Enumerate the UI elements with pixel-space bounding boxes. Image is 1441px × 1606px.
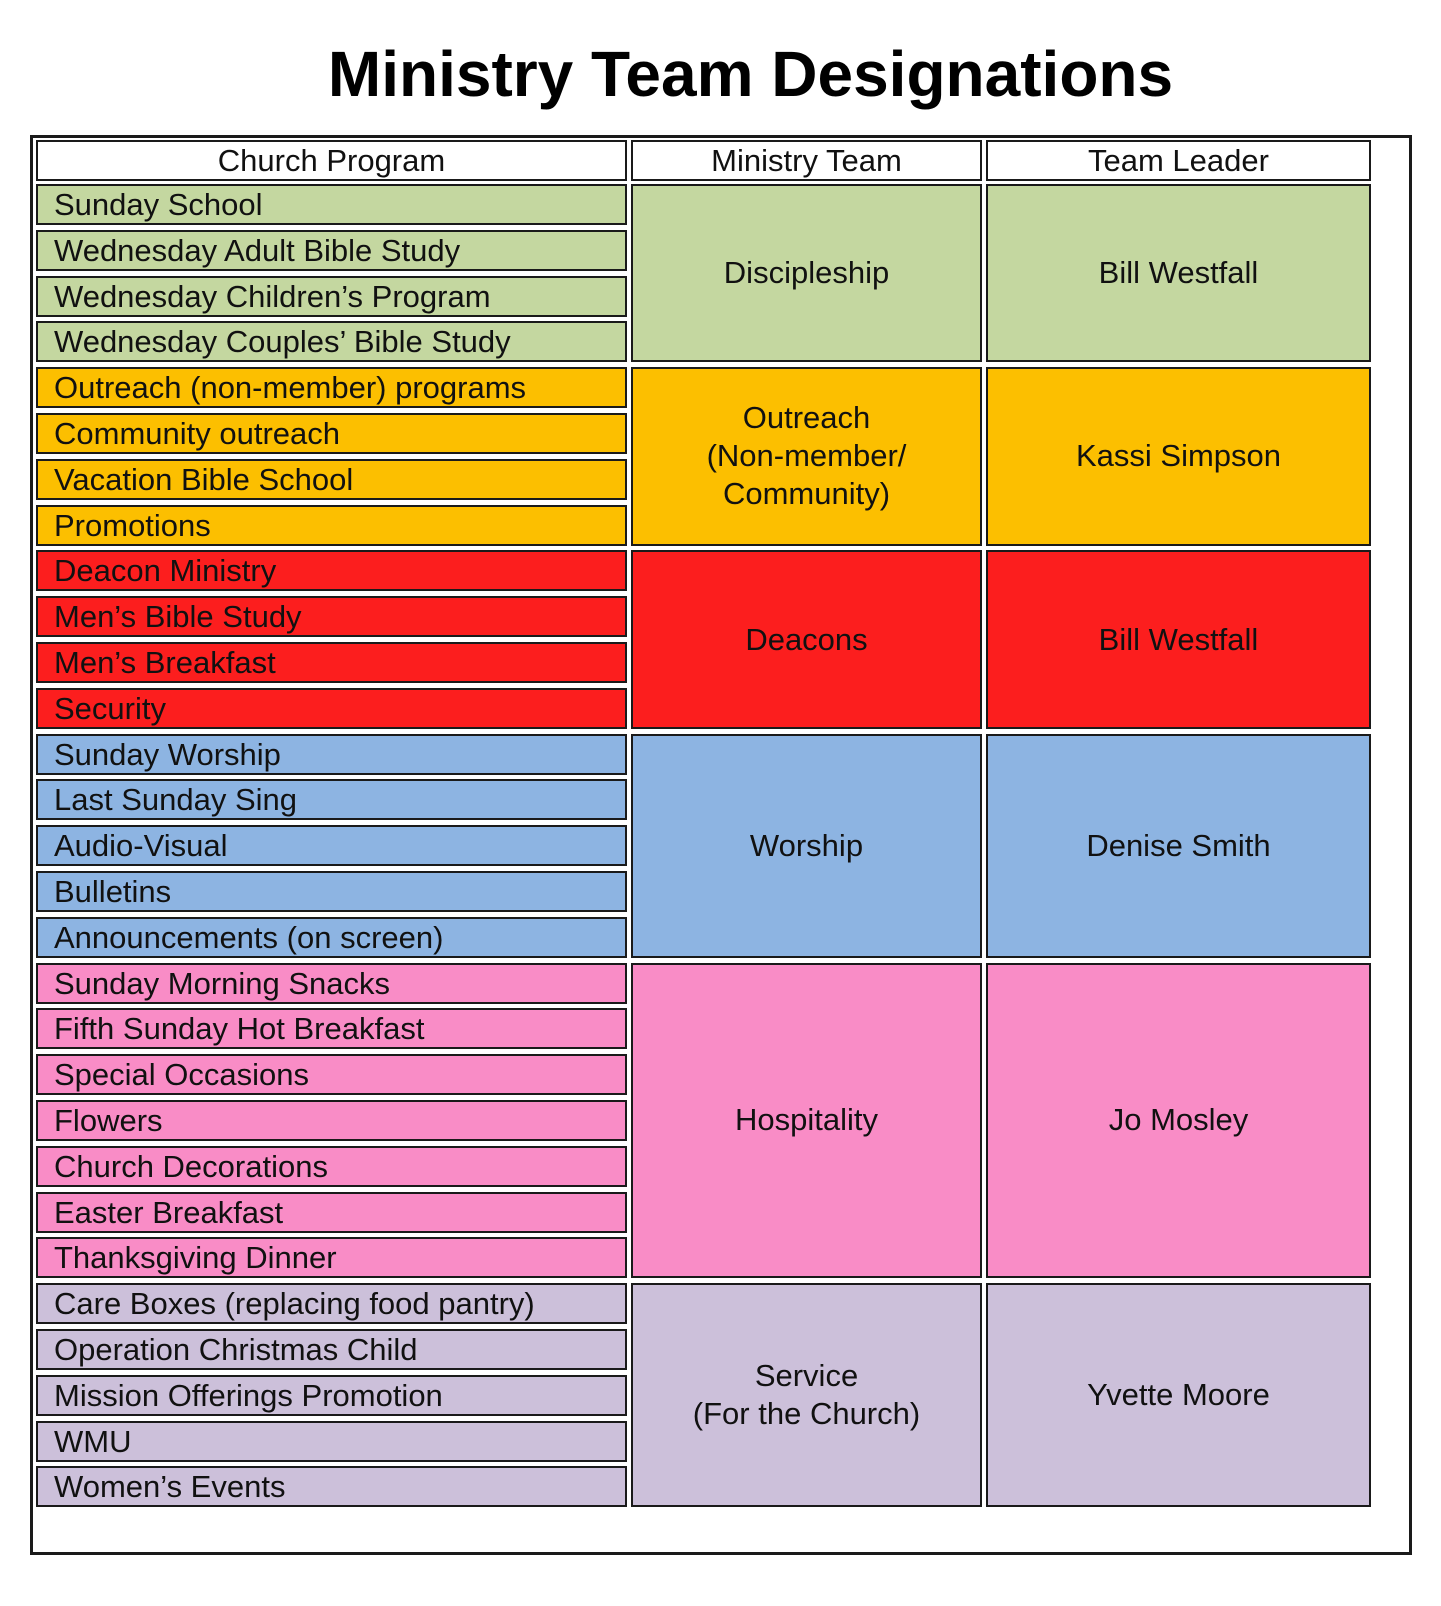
program-cell: Men’s Bible Study	[36, 596, 627, 637]
ministry-team-cell	[631, 550, 982, 728]
ministry-team-name: Service (For the Church)	[692, 1358, 921, 1432]
program-cell: Women’s Events	[36, 1466, 627, 1507]
program-cell: Fifth Sunday Hot Breakfast	[36, 1008, 627, 1049]
team-leader-name: Bill Westfall	[1098, 621, 1259, 657]
team-leader-name: Yvette Moore	[1087, 1377, 1270, 1413]
ministry-team-cell	[631, 734, 982, 958]
team-leader-cell	[986, 367, 1371, 545]
ministry-team-cell	[631, 367, 982, 545]
program-cell: Wednesday Children’s Program	[36, 276, 627, 317]
program-cell: Church Decorations	[36, 1146, 627, 1187]
program-cell: Promotions	[36, 505, 627, 546]
team-leader-cell	[986, 550, 1371, 728]
column-header-church-program: Church Program	[36, 140, 627, 181]
program-cell: Wednesday Couples’ Bible Study	[36, 321, 627, 362]
program-cell: Flowers	[36, 1100, 627, 1141]
page-title: Ministry Team Designations	[327, 38, 1174, 110]
team-leader-cell	[986, 184, 1371, 362]
team-leader-cell	[986, 1283, 1371, 1507]
ministry-team-name: Deacons	[745, 621, 868, 657]
program-cell: Deacon Ministry	[36, 550, 627, 591]
team-leader-name: Jo Mosley	[1108, 1102, 1249, 1138]
program-cell: Mission Offerings Promotion	[36, 1375, 627, 1416]
program-cell: Sunday School	[36, 184, 627, 225]
program-cell: Thanksgiving Dinner	[36, 1237, 627, 1278]
ministry-team-cell	[631, 963, 982, 1279]
program-cell: Announcements (on screen)	[36, 917, 627, 958]
ministry-team-name: Hospitality	[735, 1102, 878, 1138]
program-cell: Special Occasions	[36, 1054, 627, 1095]
program-cell: Security	[36, 688, 627, 729]
program-cell: Outreach (non-member) programs	[36, 367, 627, 408]
ministry-team-name: Discipleship	[723, 255, 890, 291]
program-cell: Last Sunday Sing	[36, 779, 627, 820]
program-cell: Vacation Bible School	[36, 459, 627, 500]
team-leader-cell	[986, 963, 1371, 1279]
program-cell: WMU	[36, 1421, 627, 1462]
team-leader-name: Bill Westfall	[1098, 255, 1259, 291]
team-leader-name: Kassi Simpson	[1075, 438, 1282, 474]
program-cell: Audio-Visual	[36, 825, 627, 866]
column-header-ministry-team: Ministry Team	[631, 140, 982, 181]
designations-table	[30, 135, 1412, 1555]
program-cell: Easter Breakfast	[36, 1192, 627, 1233]
ministry-team-cell	[631, 1283, 982, 1507]
team-leader-name: Denise Smith	[1086, 827, 1271, 863]
program-cell: Bulletins	[36, 871, 627, 912]
program-cell: Community outreach	[36, 413, 627, 454]
ministry-team-name: Worship	[749, 827, 864, 863]
program-cell: Sunday Worship	[36, 734, 627, 775]
ministry-team-cell	[631, 184, 982, 362]
program-cell: Sunday Morning Snacks	[36, 963, 627, 1004]
ministry-team-name: Outreach (Non-member/ Community)	[706, 400, 907, 512]
program-cell: Wednesday Adult Bible Study	[36, 230, 627, 271]
program-cell: Operation Christmas Child	[36, 1329, 627, 1370]
program-cell: Men’s Breakfast	[36, 642, 627, 683]
team-leader-cell	[986, 734, 1371, 958]
column-header-team-leader: Team Leader	[986, 140, 1371, 181]
program-cell: Care Boxes (replacing food pantry)	[36, 1283, 627, 1324]
